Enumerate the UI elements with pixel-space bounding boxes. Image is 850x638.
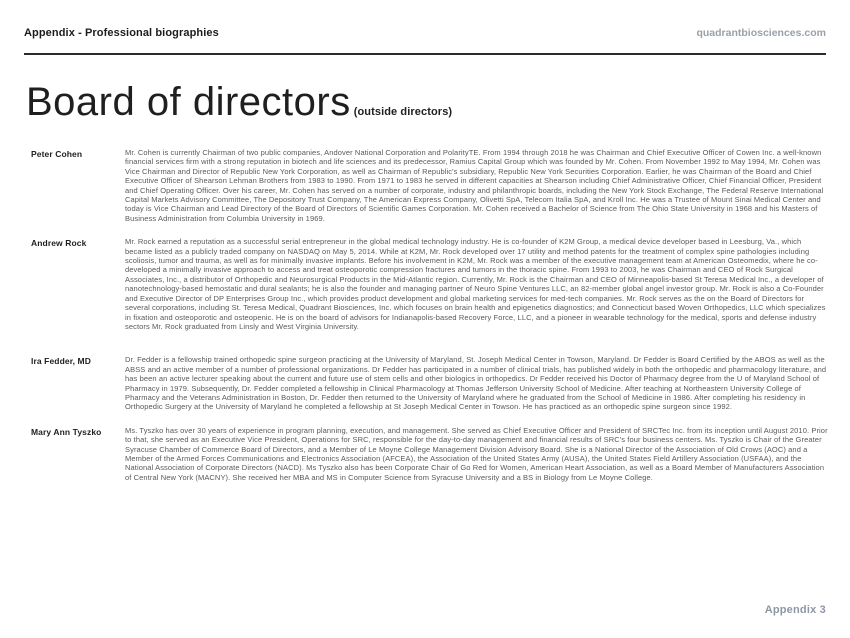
page-title: [26, 80, 452, 125]
director-list: [31, 148, 828, 496]
page-number: Appendix 3: [764, 604, 826, 616]
page-title-main: Board of directors: [26, 80, 351, 124]
director-name: Mary Ann Tyszko: [31, 426, 102, 437]
director-bio: Ms. Tyszko has over 30 years of experience in program planning, execution, and management. She served as Chief Executive Officer and President of SRCTec Inc. from its inception until August 2010. Prior to that, she served as an Executive Vice President, Operations for SRC, responsible for the day-to-day management and financial results of SRC's four business centers. Ms. Tyszko is Chair of the Greater Syracuse Chamber of Commerce Board of Directors, and a Member of Le Moyne College Management Division Advisory Board. She is a National Director of the Association of Old Crows (AOC) and a Member of the Armed Forces Communications and Electronics Association (AFCEA), the Association of the United States Army (AUSA), the United States Field Artillery Association (USFAA), and the National Association of Corporate Directors (NACD). Ms Tyszko also has been Corporate Chair of Go Red for Women, American Heart Association, as well as a Board Member of Manufacturers Association of Central New York (MACNY). She received her MBA and MS in Computer Science from Syracuse University and a BS in Biology from Le Moyne College.: [125, 425, 828, 482]
director-name: Ira Fedder, MD: [31, 356, 91, 367]
director-name: Peter Cohen: [31, 149, 83, 159]
director-bio: Dr. Fedder is a fellowship trained orthopedic spine surgeon practicing at the University of Maryland, St. Joseph Medical Center in Towson, Maryland. Dr Fedder is Board Certified by the ABOS as well as the ABSS and an active member of a number of professional organizations. Dr Fedder has participated in a number of clinical trials, has published widely in both the orthopedic and pharmacology literature, and has been an active lecturer speaking about the current and future use of stem cells and other biologics in orthopedics. Dr Fedder received his Doctor of Pharmacy degree from the U of Maryland School of Pharmacy in 1979. Subsequently, Dr. Fedder completed a fellowship in Clinical Pharmacology at Thomas Jefferson University School of Medicine. After teaching at Northeastern University College of Pharmacy and the Veterans Administration in Boston, Dr. Fedder then returned to the University of Maryland where he graduated from the School of Medicine in 1986. After completing his residency in Orthopedic Surgery at the University of Maryland he completed a fellowship at St Joseph Medical Center in Towson. He has practiced as an orthopedic spine surgeon since 1992.: [125, 355, 827, 412]
director-bio: Mr. Rock earned a reputation as a successful serial entrepreneur in the global medical technology industry. He is co-founder of K2M Group, a medical device developer based in Leesburg, Va., which became listed as a publicly traded company on NASDAQ on May 5, 2014. While at K2M, Mr. Rock developed over 17 utility and method patents for the treatment of complex spine pathologies including scoliosis, tumor and trauma, as well as for minimally invasive implants. Before his involvement in K2M, Mr. Rock was a member of the executive management team at American Osteomedix, where he co-developed a minimally invasive approach to access and treat osteoporotic compression fractures and tumors in the thoracic spine. From 1993 to 2003, he was Chairman and CEO of Rock Surgical Associates, Inc., a distributor of Orthopedic and Neurosurgical Products in the Mid-Atlantic region. Currently, Mr. Rock is the Chairman and CEO of Minneapolis-based St Teresa Medical Inc., a developer of nanotechnology-based hemostatic and dural sealants; he is also the founder and managing partner of Neuro Spine Ventures LLC, an 82-member global angel investor group. Mr. Rock is also a Co-Founder and Executive Director of DP Enterprises Group Inc., which provides product development and global marketing services for med-tech companies. Mr. Rock serves as the on the Board of Directors for several corporations, including St. Teresa Medical, Quadrant Biosciences, Inc. which focuses on brain health and epigenetics diagnostics; and Connecticut based Woven Orthopedics, LLC which specializes in fixation and osteoporotic and osteopenic. He is on the board of advisors for Indianapolis-based Recovery Force, LLC, and a pioneer in wearable technology for the medical, sports and defense industry sectors Mr. Rock graduated from Linsly and West Virginia University.: [125, 237, 826, 331]
director-entry-mary-ann-tyszko: [31, 426, 828, 482]
director-bio: Mr. Cohen is currently Chairman of two public companies, Andover National Corporation and PolarityTE. From 1994 through 2018 he was Chairman and Chief Executive Officer of Cowen Inc. a well-known financial services firm with a strong reputation in biotech and life sciences and its predecessor, Ramius Capital Group which was founded by Mr. Cohen. From November 1992 to May 1994, Mr. Cohen was Vice Chairman and Director of Republic New York Corporation, as well as Chairman of Republic's subsidiary, Republic New York Securities Corporation. Earlier, he was Chairman of the Board and Chief Executive Officer of Shearson Lehman Brothers from 1983 to 1990. From 1971 to 1983 he served in different capacities at Shearson including Chief Administrative Officer, Chief Financial Officer, President and Chief Operating Officer. Over his career, Mr. Cohen has served on a number of corporate, industry and philanthropic boards, including the New York Stock Exchange, The Federal Reserve International Capital Markets Advisory Committee, The Depository Trust Company, The American Express Company, Olivetti SpA, Telecom Italia SpA, and Kroll Inc. He was a Trustee of Mount Sinai Medical Center and today is Vice Chairman and Lead Directory of the Board of Directors of Scientific Games Corporation. Mr. Cohen received a Bachelor of Science from The Ohio State University in 1968 and his Masters of Business Administration from Columbia University in 1969.: [125, 148, 824, 223]
director-name: Andrew Rock: [31, 238, 87, 249]
director-entry-andrew-rock: [31, 237, 828, 331]
slide-header: [24, 27, 826, 39]
page-title-suffix: (outside directors): [353, 106, 453, 118]
header-divider: [24, 53, 826, 55]
director-entry-ira-fedder: [31, 355, 828, 411]
breadcrumb: Appendix - Professional biographies: [24, 27, 219, 39]
website-link[interactable]: quadrantbiosciences.com: [696, 27, 826, 39]
director-entry-peter-cohen: [31, 148, 828, 223]
